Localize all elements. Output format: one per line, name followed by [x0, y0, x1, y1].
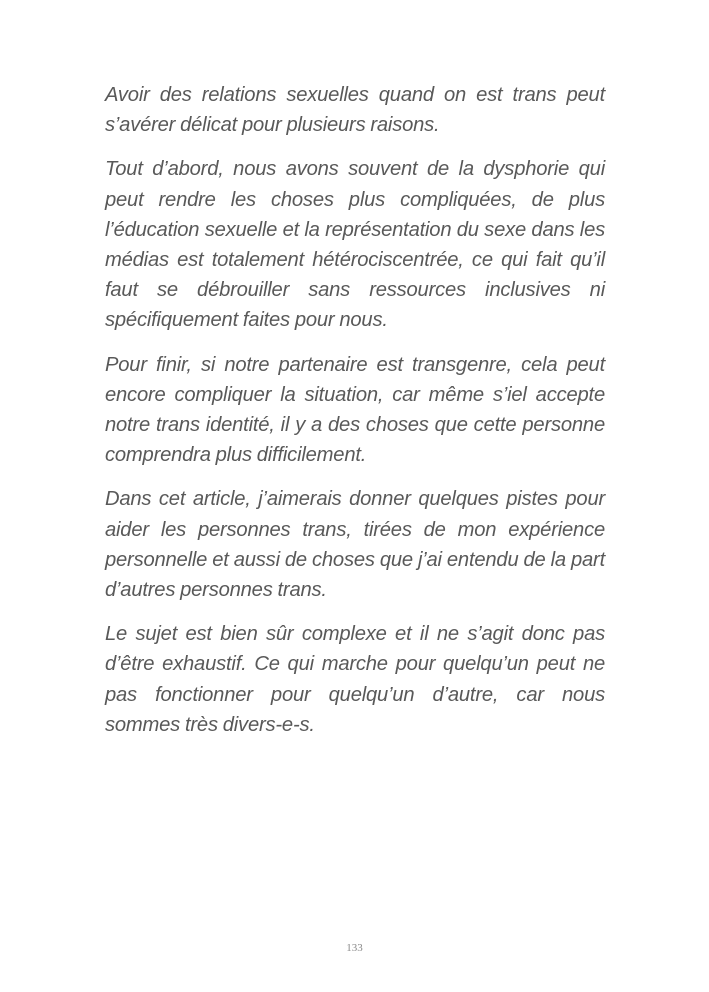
paragraph-partner: Pour finir, si notre partenaire est transgenre, cela peut encore compliquer la situation, car même s’iel accepte notre trans identité, il y a des choses que cette personne comprendra plus difficilement.	[105, 353, 605, 467]
paragraph-intro: Avoir des relations sexuelles quand on est trans peut s’avérer délicat pour plusieurs raisons.	[105, 84, 605, 137]
page-number: 133	[346, 942, 363, 954]
paragraph-complexity: Le sujet est bien sûr complexe et il ne s’agit donc pas d’être exhaustif. Ce qui marche pour quelqu’un peut ne pas fonctionner pour quelqu’un d’autre, car nous sommes très divers-e-s.	[105, 623, 605, 736]
paragraph-dysphoria: Tout d’abord, nous avons souvent de la dysphorie qui peut rendre les choses plus compliquées, de plus l’éducation sexuelle et la représentation du sexe dans les médias est totalement hétérociscentrée, ce qui fait qu’il faut se débrouiller sans ressources inclusives ni spécifiquement faites pour nous.	[105, 158, 605, 332]
body-text	[105, 80, 605, 754]
paragraph-article-goal: Dans cet article, j’aimerais donner quelques pistes pour aider les personnes trans, tirées de mon expérience personnelle et aussi de choses que j’ai entendu de la part d’autres personnes trans.	[105, 488, 605, 602]
